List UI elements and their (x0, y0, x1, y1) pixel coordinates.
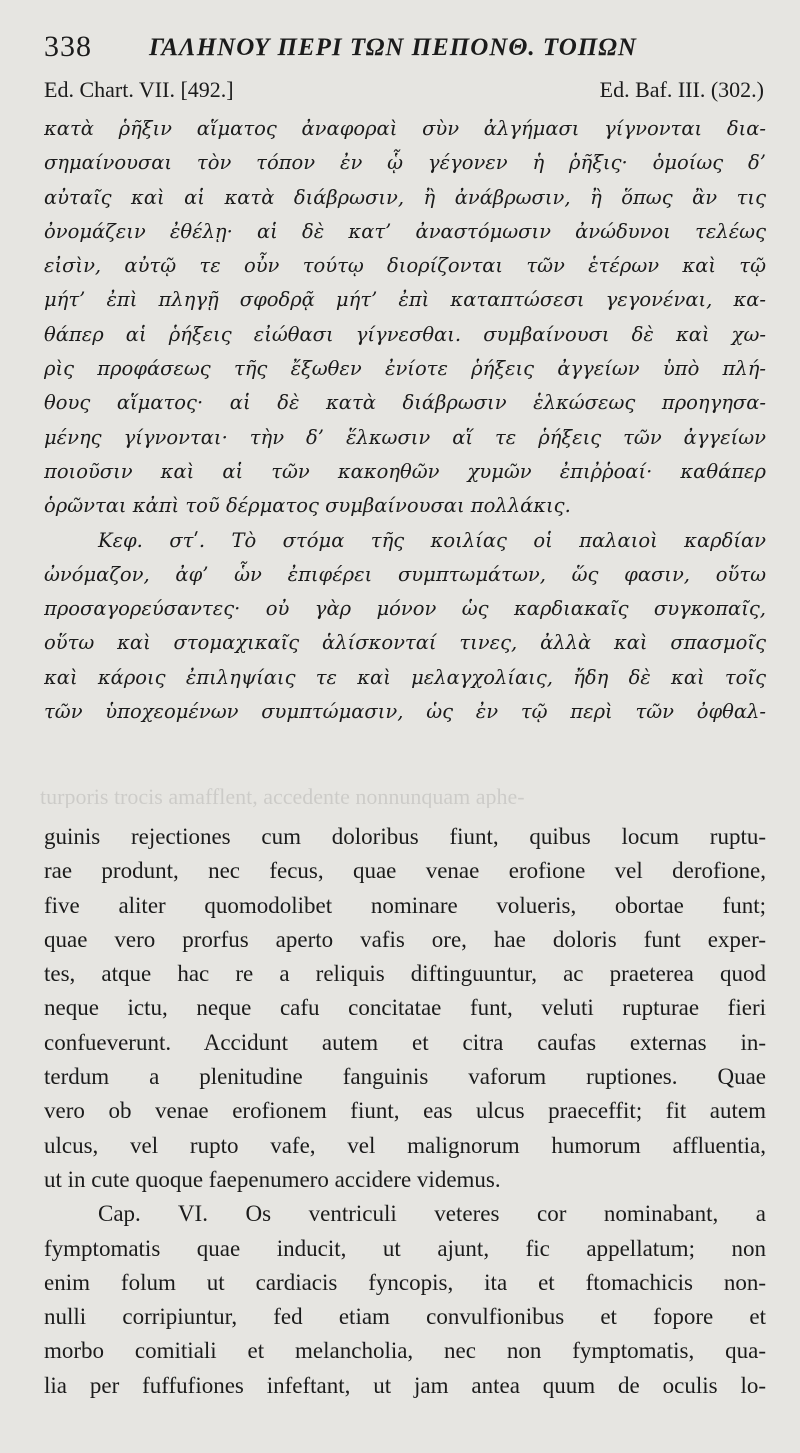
latin-line: five aliter quomodolibet nominare volueris, obortae funt; (44, 892, 766, 918)
greek-chapter-heading-line: Κεφ. στʹ. Τὸ στόμα τῆς κοιλίας οἱ παλαιοὶ καρδίαν (98, 528, 766, 552)
latin-line: guinis rejectiones cum doloribus fiunt, quibus locum ruptu- (44, 824, 766, 849)
greek-line: θους αἵματος· αἱ δὲ κατὰ διάβρωσιν ἑλκώσεως προηγησα- (44, 391, 766, 415)
edition-reference-left: Ed. Chart. VII. [492.] (44, 77, 234, 102)
latin-line: enim folum ut cardiacis fyncopis, ita et ftomachicis non- (44, 1269, 766, 1295)
latin-line: terdum a plenitudine fanguinis vaforum ruptiones. Quae (44, 1064, 766, 1090)
edition-reference-right: Ed. Baf. III. (302.) (599, 77, 764, 102)
greek-line: ὀνομάζειν ἐθέλῃ· αἱ δὲ κατ’ ἀναστόμωσιν ἀνώδυνοι τελέως (44, 219, 766, 243)
greek-line: ρὶς προφάσεως τῆς ἔξωθεν ἐνίοτε ῥήξεις ἀγγείων ὑπὸ πλή- (44, 357, 766, 381)
latin-line: morbo comitiali et melancholia, nec non fymptomatis, qua- (44, 1338, 766, 1364)
latin-line: confueverunt. Accidunt autem et citra caufas externas in- (44, 1029, 766, 1055)
greek-line: τῶν ὑποχεομένων συμπτώμασιν, ὡς ἐν τῷ περὶ τῶν ὀφθαλ- (44, 700, 766, 724)
greek-line: προσαγορεύσαντες· οὐ γὰρ μόνον ὡς καρδιακαῖς συγκοπαῖς, (44, 597, 766, 621)
greek-line: εἰσὶν, αὐτῷ τε οὖν τούτῳ διορίζονται τῶν ἑτέρων καὶ τῷ (44, 254, 766, 278)
greek-text-block (44, 112, 766, 729)
greek-line: καὶ κάροις ἐπιληψίαις τε καὶ μελαγχολίαις, ἤδη δὲ καὶ τοῖς (44, 665, 766, 689)
greek-line: ποιοῦσιν καὶ αἱ τῶν κακοηθῶν χυμῶν ἐπιῤῥοαί· καθάπερ (44, 459, 766, 483)
show-through-text: turporis trocis amafflent, accedente nonnunquam aphe- (40, 784, 525, 808)
page-header (44, 30, 764, 70)
greek-line: ὠνόμαζον, ἀφ’ ὧν ἐπιφέρει συμπτωμάτων, ὥς φασιν, οὕτω (44, 562, 766, 586)
greek-line: ὁρῶνται κἀπὶ τοῦ δέρματος συμβαίνουσαι πολλάκις. (44, 494, 571, 518)
latin-line: nulli corripiuntur, fed etiam convulfionibus et fopore et (44, 1304, 766, 1330)
latin-line: tes, atque hac re a reliquis diftinguuntur, ac praeterea quod (44, 961, 766, 987)
greek-line: σημαίνουσαι τὸν τόπον ἐν ᾧ γέγονεν ἡ ῥῆξις· ὁμοίως δ’ (44, 151, 766, 175)
greek-line: οὕτω καὶ στομαχικαῖς ἁλίσκονταί τινες, ἀλλὰ καὶ σπασμοῖς (44, 631, 766, 655)
latin-line: ulcus, vel rupto vafe, vel malignorum humorum affluentia, (44, 1132, 766, 1158)
page-number: 338 (44, 30, 92, 63)
latin-chapter-heading-line: Cap. VI. Os ventriculi veteres cor nominabant, a (98, 1201, 766, 1227)
latin-line: neque ictu, neque cafu concitatae funt, veluti rupturae fieri (44, 995, 766, 1021)
greek-line: αὐταῖς καὶ αἱ κατὰ διάβρωσιν, ἢ ἀνάβρωσιν, ἢ ὅπως ἂν τις (44, 185, 766, 209)
greek-line: κατὰ ῥῆξιν αἵματος ἀναφοραὶ σὺν ἀλγήμασι γίγνονται δια- (44, 117, 766, 140)
latin-line: quae vero prorfus aperto vafis ore, hae doloris funt exper- (44, 926, 766, 952)
running-title: ΓΑΛΗΝΟΥ ΠΕΡΙ ΤΩΝ ΠΕΠΟΝΘ. ΤΟΠΩΝ (149, 34, 637, 61)
latin-line: vero ob venae erofionem fiunt, eas ulcus praeceffit; fit autem (44, 1098, 766, 1124)
latin-text-block (44, 820, 766, 1403)
greek-line: θάπερ αἱ ῥήξεις εἰώθασι γίγνεσθαι. συμβαίνουσι δὲ καὶ χω- (44, 322, 766, 346)
latin-line: fymptomatis quae inducit, ut ajunt, fic appellatum; non (44, 1235, 766, 1261)
greek-line: μήτ’ ἐπὶ πληγῇ σφοδρᾷ μήτ’ ἐπὶ καταπτώσεσι γεγονέναι, κα- (44, 288, 766, 312)
greek-line: μένης γίγνονται· τὴν δ’ ἕλκωσιν αἵ τε ῥήξεις τῶν ἀγγείων (44, 425, 766, 449)
latin-line: ut in cute quoque faepenumero accidere videmus. (44, 1166, 501, 1192)
latin-line: rae produnt, nec fecus, quae venae erofione vel derofione, (44, 858, 766, 884)
latin-line: lia per fuffufiones infeftant, ut jam antea quum de oculis lo- (44, 1372, 766, 1398)
